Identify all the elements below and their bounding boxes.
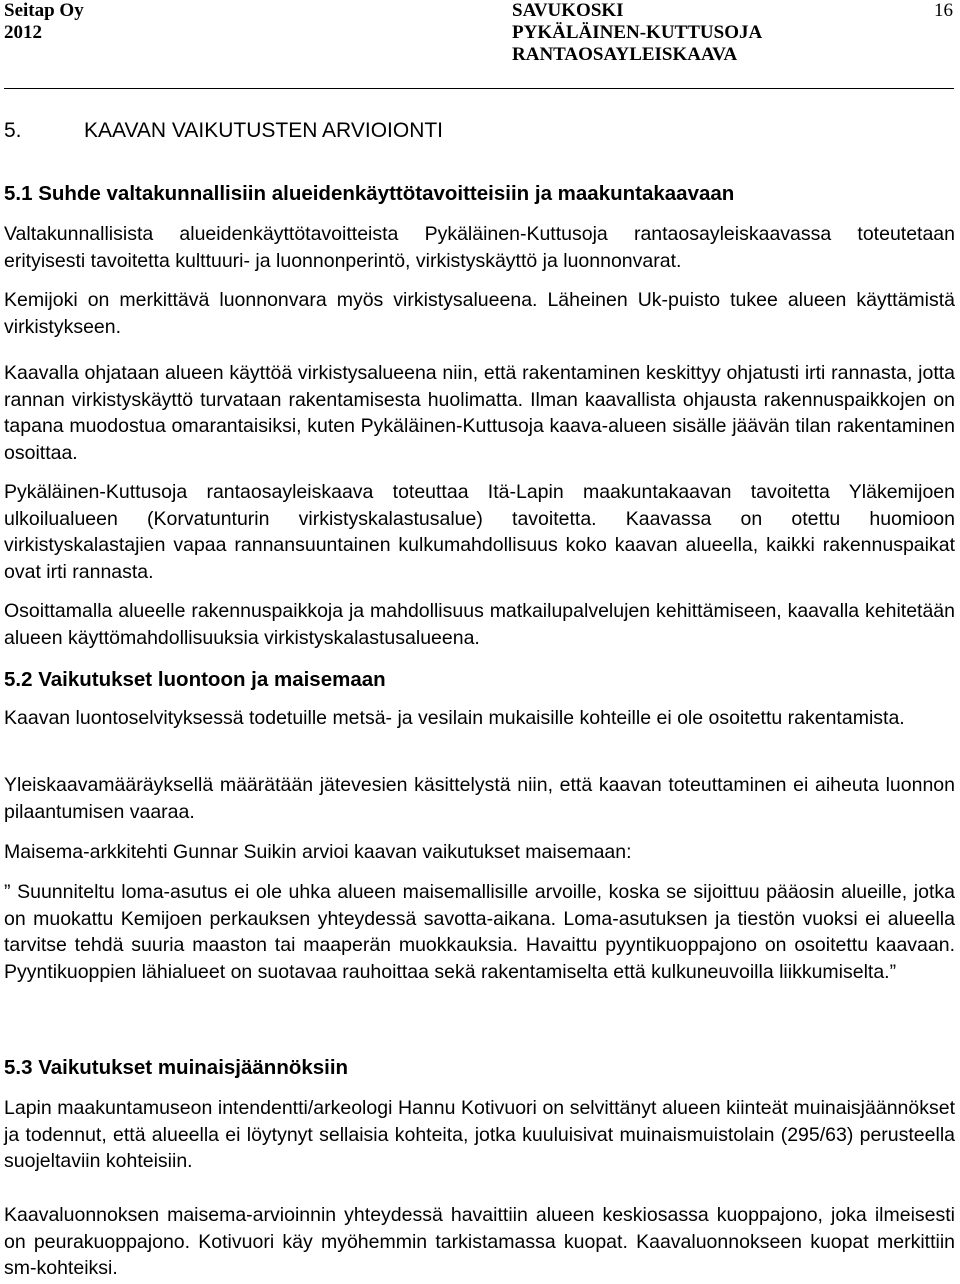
header-municipality: SAVUKOSKI [512, 0, 624, 21]
header-year: 2012 [4, 22, 42, 43]
paragraph [4, 479, 955, 585]
section-5-3-heading: 5.3 Vaikutukset muinaisjäännöksiin [4, 1056, 349, 1079]
paragraph [4, 839, 955, 866]
paragraph [4, 221, 955, 274]
header-area: PYKÄLÄINEN-KUTTUSOJA [512, 22, 763, 43]
paragraph [4, 705, 955, 732]
paragraph-text: Valtakunnallisista alueidenkäyttötavoitteista Pykäläinen-Kuttusoja rantaosayleiskaavassa toteutetaan erityisesti tavoitetta kulttuuri- ja luonnonperintö, virkistyskäyttö ja luonnonvarat. [4, 223, 955, 272]
paragraph [4, 287, 955, 340]
paragraph-text: Kaavaluonnoksen maisema-arvioinnin yhteydessä havaittiin alueen keskiosassa kuoppajono, joka ilmeisesti on peurakuoppajono. Kotivuori käy myöhemmin tarkistamassa kuopat. Kaavaluonnokseen kuopat merkittiin sm-kohteiksi. [4, 1204, 955, 1279]
header-divider [4, 88, 954, 89]
section-5-2-heading: 5.2 Vaikutukset luontoon ja maisemaan [4, 668, 386, 691]
paragraph-text: Kemijoki on merkittävä luonnonvara myös virkistysalueena. Läheinen Uk-puisto tukee alueen käyttämistä virkistykseen. [4, 289, 955, 338]
section-5-number: 5. [4, 119, 22, 142]
quote-paragraph [4, 879, 955, 985]
section-5-heading [4, 118, 443, 144]
paragraph-text: Maisema-arkkitehti Gunnar Suikin arvioi kaavan vaikutukset maisemaan: [4, 841, 632, 863]
header-plan-type: RANTAOSAYLEISKAAVA [512, 44, 738, 65]
header-left [4, 0, 84, 44]
section-5-1-heading: 5.1 Suhde valtakunnallisiin alueidenkäyttötavoitteisiin ja maakuntakaavaan [4, 182, 735, 205]
paragraph-text: Kaavan luontoselvityksessä todetuille metsä- ja vesilain mukaisille kohteille ei ole osoitettu rakentamista. [4, 707, 905, 729]
paragraph-text: Pykäläinen-Kuttusoja rantaosayleiskaava toteuttaa Itä-Lapin maakuntakaavan tavoitetta Yläkemijoen ulkoilualueen (Korvatunturin virkistyskalastusalue) tavoitetta. Kaavassa on otettu huomioon virkistyskalastajien vapaa rannansuuntainen kulkumahdollisuus koko kaavan alueella, kaikki rakennuspaikat ovat irti rannasta. [4, 481, 955, 583]
paragraph [4, 1202, 955, 1282]
paragraph-text: Yleiskaavamääräyksellä määrätään jätevesien käsittelystä niin, että kaavan toteuttaminen ei aiheuta luonnon pilaantumisen vaaraa. [4, 774, 955, 823]
header-center [512, 0, 762, 66]
paragraph-text: Kaavalla ohjataan alueen käyttöä virkistysalueena niin, että rakentaminen keskittyy ohjatusti irti rannasta, jotta rannan virkistyskäyttö turvataan rakentamisesta huolimatta. Ilman kaavallista ohjausta rakennuspaikkojen on tapana muodostua omarantaisiksi, kuten Pykäläinen-Kuttusoja kaava-alueen sisälle jäävän tilan rakentaminen osoittaa. [4, 362, 955, 464]
paragraph [4, 772, 955, 825]
paragraph [4, 598, 955, 651]
header-company: Seitap Oy [4, 0, 84, 21]
paragraph-text: Osoittamalla alueelle rakennuspaikkoja ja mahdollisuus matkailupalvelujen kehittämiseen, kaavalla kehitetään alueen käyttömahdollisuuksia virkistyskalastusalueena. [4, 600, 955, 649]
paragraph [4, 1095, 955, 1175]
section-5-title: KAAVAN VAIKUTUSTEN ARVIOIONTI [84, 119, 444, 142]
quote-text: ” Suunniteltu loma-asutus ei ole uhka alueen maisemallisille arvoille, koska se sijoittuu pääosin alueille, jotka on muokattu Kemijoen perkauksen yhteydessä savotta-aikana. Loma-asutuksen ja tiestön vuoksi ei alueella tarvitse tehdä suuria maaston tai maaperän muokkauksia. Havaittu pyyntikuoppajono on osoitettu kaavaan. Pyyntikuoppien lähialueet on suotavaa rauhoittaa sekä rakentamiselta että kulkuneuvoilla liikkumiselta.” [4, 881, 955, 983]
paragraph [4, 360, 955, 466]
paragraph-text: Lapin maakuntamuseon intendentti/arkeologi Hannu Kotivuori on selvittänyt alueen kiinteät muinaisjäännökset ja todennut, että alueella ei löytynyt sellaisia kohteita, jotka kuuluisivat muinaismuistolain (295/63) perusteella suojeltaviin kohteisiin. [4, 1097, 955, 1172]
page-number: 16 [934, 0, 953, 21]
